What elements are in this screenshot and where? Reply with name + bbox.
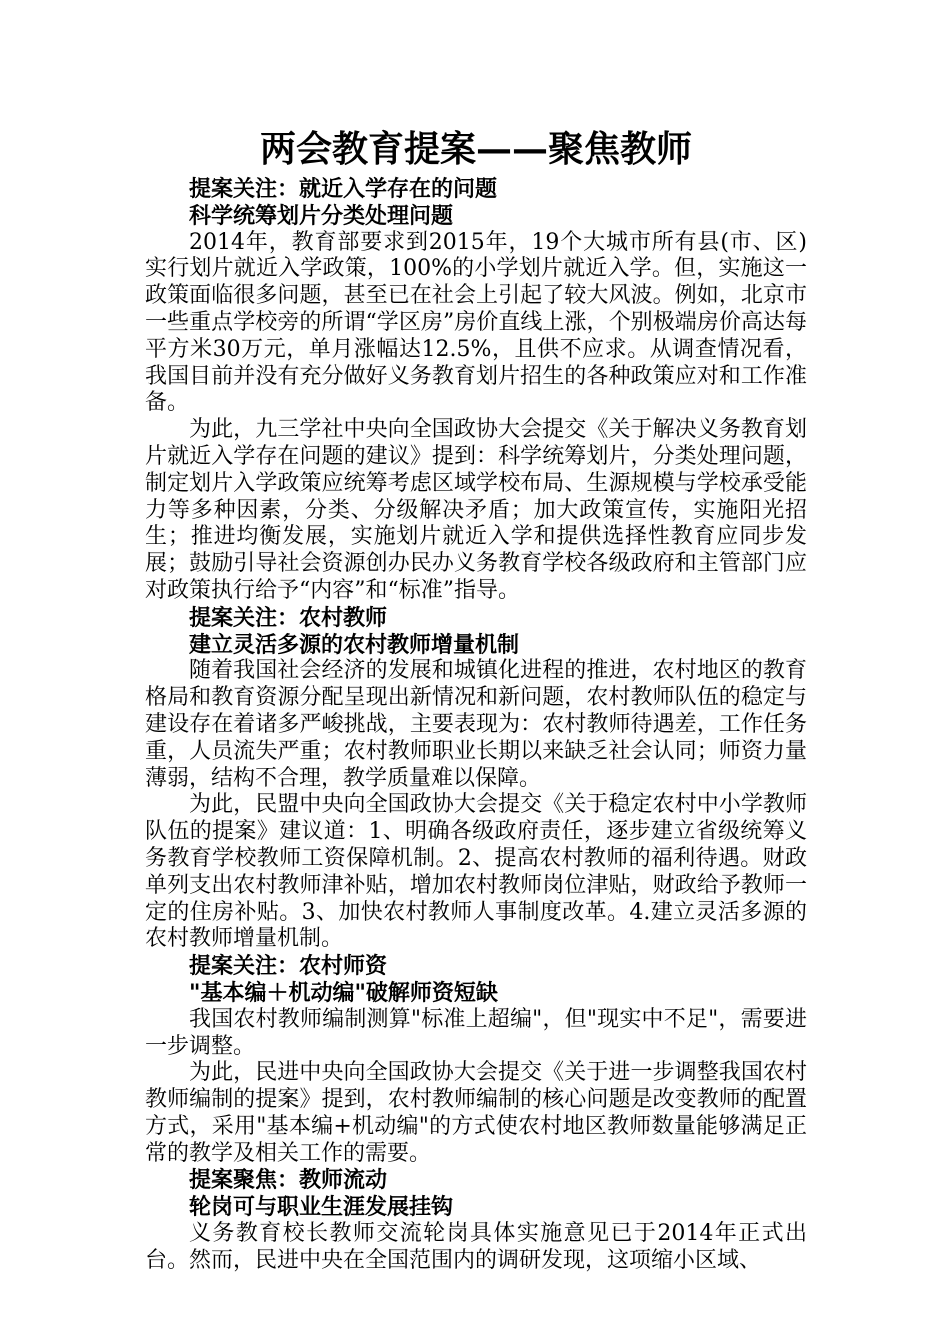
section-subtitle: 建立灵活多源的农村教师增量机制: [189, 631, 520, 658]
section-teacher-rotation: [145, 1167, 807, 1274]
section-subtitle: 轮岗可与职业生涯发展挂钩: [189, 1194, 454, 1221]
section-school-enrollment: [145, 176, 807, 605]
paragraph: 2014年，教育部要求到2015年，19个大城市所有县(市、区)实行划片就近入学政策，100%的小学划片就近入学。但，实施这一政策面临很多问题，甚至已在社会上引起了较大风波。例如，北京市一些重点学校旁的所谓“学区房”房价直线上涨，个别极端房价高达每平方米30万元，单月涨幅达12.5%，且供不应求。从调查情况看，我国目前并没有充分做好义务教育划片招生的各种政策应对和工作准备。: [145, 229, 807, 416]
section-focus-heading: 提案聚焦：教师流动: [189, 1167, 388, 1194]
paragraph: 为此，民盟中央向全国政协大会提交《关于稳定农村中小学教师队伍的提案》建议道：1、明确各级政府责任，逐步建立省级统筹义务教育学校教师工资保障机制。2、提高农村教师的福利待遇。财政单列支出农村教师津补贴，增加农村教师岗位津贴，财政给予教师一定的住房补贴。3、加快农村教师人事制度改革。4.建立灵活多源的农村教师增量机制。: [145, 792, 807, 952]
paragraph: 随着我国社会经济的发展和城镇化进程的推进，农村地区的教育格局和教育资源分配呈现出新情况和新问题，农村教师队伍的稳定与建设存在着诸多严峻挑战，主要表现为：农村教师待遇差，工作任务重，人员流失严重；农村教师职业长期以来缺乏社会认同；师资力量薄弱，结构不合理，教学质量难以保障。: [145, 658, 807, 791]
paragraph: 义务教育校长教师交流轮岗具体实施意见已于2014年正式出台。然而，民进中央在全国范围内的调研发现，这项缩小区域、: [145, 1221, 807, 1273]
section-rural-staffing: [145, 953, 807, 1167]
paragraph: 为此，九三学社中央向全国政协大会提交《关于解决义务教育划片就近入学存在问题的建议》提到：科学统筹划片，分类处理问题，制定划片入学政策应统筹考虑区域学校布局、生源规模与学校承受能力等多种因素，分类、分级解决矛盾；加大政策宣传，实施阳光招生；推进均衡发展，实施划片就近入学和提供选择性教育应同步发展；鼓励引导社会资源创办民办义务教育学校各级政府和主管部门应对政策执行给予“内容”和“标准”指导。: [145, 417, 807, 603]
section-focus-heading: 提案关注：农村教师: [189, 604, 388, 631]
section-subtitle: "基本编＋机动编"破解师资短缺: [189, 979, 498, 1006]
document-title: 两会教育提案——聚焦教师: [259, 128, 692, 170]
section-subtitle: 科学统筹划片分类处理问题: [189, 202, 454, 229]
section-focus-heading: 提案关注：就近入学存在的问题: [189, 176, 498, 202]
section-focus-heading: 提案关注：农村师资: [189, 953, 388, 980]
paragraph: 为此，民进中央向全国政协大会提交《关于进一步调整我国农村教师编制的提案》提到，农村教师编制的核心问题是改变教师的配置方式，采用"基本编+机动编"的方式使农村地区教师数量能够满足正常的教学及相关工作的需要。: [145, 1060, 807, 1166]
paragraph: 我国农村教师编制测算"标准上超编"，但"现实中不足"，需要进一步调整。: [145, 1006, 807, 1059]
document-page: [145, 122, 807, 1275]
section-rural-teachers: [145, 605, 807, 953]
